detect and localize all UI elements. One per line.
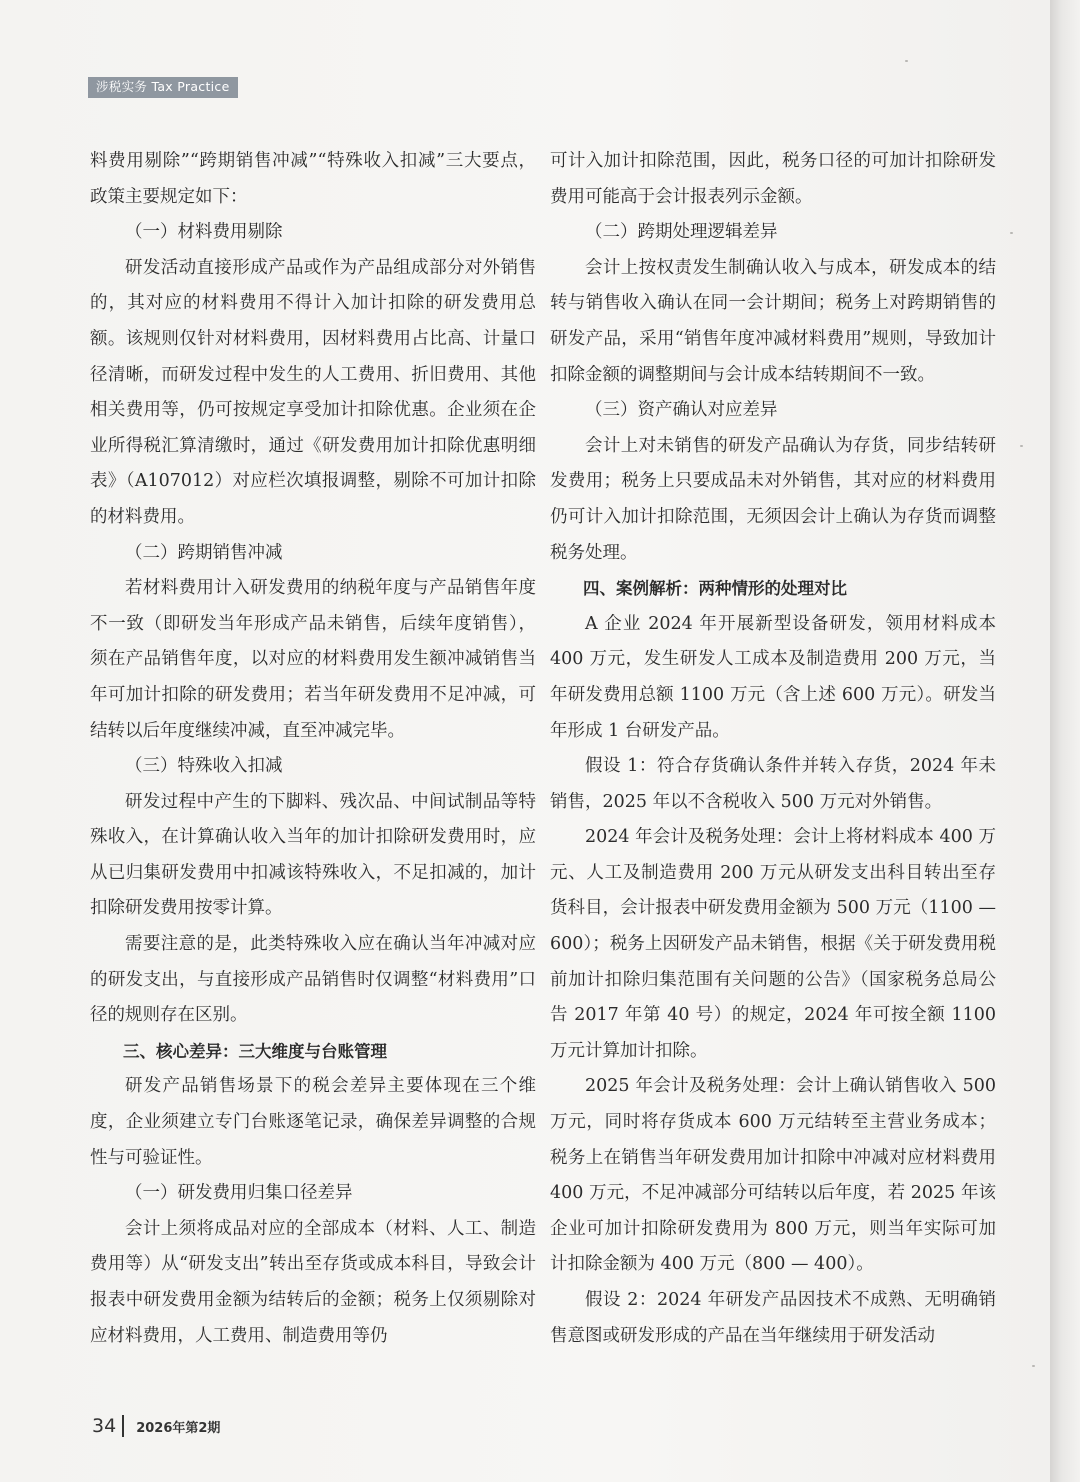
body-paragraph: 研发产品销售场景下的税会差异主要体现在三个维度，企业须建立专门台账逐笔记录，确保差异调整的合规性与可验证性。 xyxy=(90,1076,536,1168)
body-paragraph: 需要注意的是，此类特殊收入应在确认当年冲减对应的研发支出，与直接形成产品销售时仅调整“材料费用”口径的规则存在区别。 xyxy=(90,934,536,1026)
subsection-heading: （一）研发费用归集口径差异 xyxy=(125,1183,353,1204)
page-edge-shadow xyxy=(1050,0,1080,1482)
section-heading: 四、案例解析：两种情形的处理对比 xyxy=(583,579,847,599)
body-paragraph: 可计入加计扣除范围，因此，税务口径的可加计扣除研发费用可能高于会计报表列示金额。 xyxy=(550,151,996,207)
paper-speck xyxy=(1010,232,1013,234)
body-paragraph: 研发过程中产生的下脚料、残次品、中间试制品等特殊收入，在计算确认收入当年的加计扣除研发费用时，应从已归集研发费用中扣减该特殊收入，不足扣减的，加计扣除研发费用按零计算。 xyxy=(90,791,536,919)
issue-label: 2026年第2期 xyxy=(136,1420,221,1436)
paper-speck xyxy=(905,60,908,62)
subsection-heading: （三）特殊收入扣减 xyxy=(125,756,283,777)
footer-divider xyxy=(122,1415,124,1437)
body-paragraph: 假设 2：2024 年研发产品因技术不成熟、无明确销售意图或研发形成的产品在当年继续用于研发活动 xyxy=(550,1290,996,1346)
subsection-heading: （二）跨期销售冲减 xyxy=(125,542,283,563)
body-paragraph: 研发活动直接形成产品或作为产品组成部分对外销售的，其对应的材料费用不得计入加计扣除的研发费用总额。该规则仅针对材料费用，因材料费用占比高、计量口径清晰，而研发过程中发生的人工费用、折旧费用、其他相关费用等，仍可按规定享受加计扣除优惠。企业须在企业所得税汇算清缴时，通过《研发费用加计扣除优惠明细表》（A107012）对应栏次填报调整，剔除不可加计扣除的材料费用。 xyxy=(90,257,536,527)
body-paragraph: 假设 1：符合存货确认条件并转入存货，2024 年未销售，2025 年以不含税收入 500 万元对外销售。 xyxy=(550,756,996,812)
body-paragraph: 会计上须将成品对应的全部成本（材料、人工、制造费用等）从“研发支出”转出至存货或成本科目，导致会计报表中研发费用金额为结转后的金额；税务上仅须剔除对应材料费用，人工费用、制造费用等仍 xyxy=(90,1218,536,1346)
section-tag: 涉税实务 Tax Practice xyxy=(88,77,238,98)
body-paragraph: 会计上按权责发生制确认收入与成本，研发成本的结转与销售收入确认在同一会计期间；税务上对跨期销售的研发产品，采用“销售年度冲减材料费用”规则，导致加计扣除金额的调整期间与会计成本结转期间不一致。 xyxy=(550,257,996,385)
paper-speck xyxy=(1020,445,1023,447)
subsection-heading: （二）跨期处理逻辑差异 xyxy=(585,222,778,243)
body-paragraph: A 企业 2024 年开展新型设备研发，领用材料成本 400 万元，发生研发人工成本及制造费用 200 万元，当年研发费用总额 1100 万元（含上述 600 万元）。研发当年形成 1 台研发产品。 xyxy=(550,613,996,741)
page-footer xyxy=(92,1415,220,1437)
subsection-heading: （一）材料费用剔除 xyxy=(125,222,283,243)
body-paragraph: 2025 年会计及税务处理：会计上确认销售收入 500 万元，同时将存货成本 600 万元结转至主营业务成本；税务上在销售当年研发费用加计扣除中冲减对应材料费用 400 万元，不足冲减部分可结转以后年度，若 2025 年该企业可加计扣除研发费用为 800 万元，则当年实际可加计扣除金额为 400 万元（800 — 400）。 xyxy=(550,1076,996,1275)
section-heading: 三、核心差异：三大维度与台账管理 xyxy=(123,1041,387,1061)
paper-speck xyxy=(1032,1365,1035,1367)
body-paragraph: 2024 年会计及税务处理：会计上将材料成本 400 万元、人工及制造费用 200 万元从研发支出科目转出至存货科目，会计报表中研发费用金额为 500 万元（1100 — 600）；税务上因研发产品未销售，根据《关于研发费用税前加计扣除归集范围有关问题的公告》（国家税务总局公告 2017 年第 40 号）的规定，2024 年可按全额 1100 万元计算加计扣除。 xyxy=(550,827,996,1061)
page-number: 34 xyxy=(92,1415,117,1437)
right-column xyxy=(550,144,996,1354)
body-paragraph: 料费用剔除”“跨期销售冲减”“特殊收入扣减”三大要点，政策主要规定如下： xyxy=(90,151,536,207)
body-paragraph: 会计上对未销售的研发产品确认为存货，同步结转研发费用；税务上只要成品未对外销售，其对应的材料费用仍可计入加计扣除范围，无须因会计上确认为存货而调整税务处理。 xyxy=(550,435,996,563)
left-column xyxy=(90,144,536,1354)
subsection-heading: （三）资产确认对应差异 xyxy=(585,400,778,421)
body-paragraph: 若材料费用计入研发费用的纳税年度与产品销售年度不一致（即研发当年形成产品未销售，后续年度销售），须在产品销售年度，以对应的材料费用发生额冲减销售当年可加计扣除的研发费用；若当年研发费用不足冲减，可结转以后年度继续冲减，直至冲减完毕。 xyxy=(90,578,536,741)
